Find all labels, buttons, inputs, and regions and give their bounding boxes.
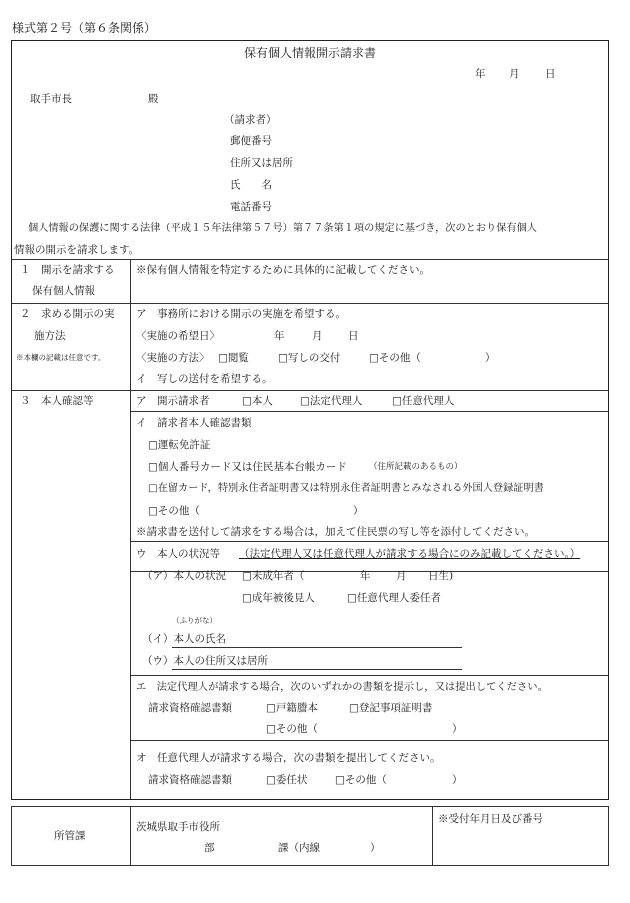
legal-agent-koseki-checkbox[interactable]: □戸籍謄本: [266, 702, 318, 714]
id-driver-license[interactable]: □運転免許証: [148, 439, 211, 451]
id-mynumber-card[interactable]: □個人番号カード又は住民基本台帳カード: [148, 461, 347, 473]
form-number: 様式第２号（第６条関係）: [12, 21, 157, 35]
desired-year: 年: [274, 330, 285, 342]
method-checkbox-other[interactable]: □その他（: [369, 352, 421, 364]
section2-option-a: ア 事務所における開示の実施を希望する。: [136, 308, 346, 320]
voluntary-agent-title: オ 任意代理人が請求する場合，次の書類を提出してください。: [136, 752, 441, 764]
id-mynumber-note: （住所記載のあるもの）: [369, 462, 463, 472]
legal-agent-title: エ 法定代理人が請求する場合，次のいずれかの書類を提示し，又は提出してください。: [136, 681, 548, 693]
address-label: 住所又は居所: [230, 157, 293, 169]
principal-minor-checkbox[interactable]: □未成年者（: [242, 570, 305, 582]
legal-agent-registry-checkbox[interactable]: □登記事項証明書: [349, 702, 433, 714]
section1-note: ※保有個人情報を特定するために具体的に記載してください。: [136, 264, 430, 276]
method-checkbox-view[interactable]: □閲覧: [218, 352, 249, 364]
voluntary-agent-doc-label: 請求資格確認書類: [148, 774, 232, 786]
legal-agent-doc-label: 請求資格確認書類: [148, 702, 232, 714]
intro-line-1: 個人情報の保護に関する法律（平成１５年法律第５７号）第７７条第１項の規定に基づき，次のとおり保有個人: [28, 223, 537, 234]
name-label: 氏 名: [230, 179, 272, 191]
phone-label: 電話番号: [230, 201, 272, 213]
date-year-label: 年: [475, 68, 486, 80]
section1-label-line2: 保有個人情報: [32, 285, 95, 297]
id-other-close: ）: [353, 505, 364, 517]
birth-month: 月: [396, 570, 407, 582]
section1-label-line1: １ 開示を請求する: [20, 264, 115, 276]
principal-address-line[interactable]: [172, 669, 462, 670]
postal-code-label: 郵便番号: [230, 135, 272, 147]
date-month-label: 月: [509, 68, 520, 80]
method-checkbox-copy[interactable]: □写しの交付: [278, 352, 341, 364]
department-label: 所管課: [54, 830, 86, 842]
voluntary-agent-other-close: ）: [452, 774, 463, 786]
id-other[interactable]: □その他（: [148, 505, 200, 517]
section-extension-close: ）: [370, 842, 381, 854]
principal-name-line[interactable]: [172, 647, 462, 648]
section3-label: ３ 本人確認等: [20, 395, 94, 407]
method-other-close: ）: [485, 352, 496, 364]
office-name: 茨城県取手市役所: [136, 821, 220, 833]
birth-year: 年: [360, 570, 371, 582]
form-title: 保有個人情報開示請求書: [243, 46, 376, 60]
birth-day: 日生): [428, 570, 454, 582]
method-label: 〈実施の方法〉: [136, 352, 210, 364]
section2-label-line2: 施方法: [34, 330, 66, 342]
desired-day: 日: [348, 330, 359, 342]
requester-type-legal-agent[interactable]: □法定代理人: [300, 395, 363, 407]
section2-label-line1: ２ 求める開示の実: [20, 308, 115, 320]
requester-type-voluntary-agent[interactable]: □任意代理人: [392, 395, 455, 407]
desired-date-label: 〈実施の希望日〉: [136, 330, 220, 342]
principal-delegator-checkbox[interactable]: □任意代理人委任者: [347, 592, 441, 604]
office-use-box: [11, 806, 609, 866]
requester-type-self[interactable]: □本人: [242, 395, 273, 407]
voluntary-agent-power-checkbox[interactable]: □委任状: [266, 774, 308, 786]
addressee-name: 取手市長: [30, 93, 72, 105]
legal-agent-other-checkbox[interactable]: □その他（: [266, 723, 318, 735]
principal-name-label: （イ）本人の氏名: [142, 633, 226, 645]
request-form: [11, 40, 609, 800]
requester-type-label: ア 開示請求者: [136, 395, 210, 407]
desired-month: 月: [312, 330, 323, 342]
legal-agent-other-close: ）: [452, 723, 463, 735]
principal-status-title: ウ 本人の状況等: [136, 548, 220, 560]
requester-heading: （請求者）: [224, 114, 277, 126]
id-documents-title: イ 請求者本人確認書類: [136, 417, 252, 429]
id-residence-card[interactable]: □在留カード，特別永住者証明書又は特別永住者証明書とみなされる外国人登録証明書: [148, 483, 544, 494]
furigana-label: （ふりがな）: [172, 616, 217, 625]
department-unit: 部: [204, 842, 215, 854]
voluntary-agent-other-checkbox[interactable]: □その他（: [335, 774, 387, 786]
principal-adult-ward-checkbox[interactable]: □成年被後見人: [242, 592, 315, 604]
principal-status-title-note: （法定代理人又は任意代理人が請求する場合にのみ記載してください。）: [239, 548, 581, 560]
receipt-label: ※受付年月日及び番号: [438, 813, 543, 825]
section2-option-b: イ 写しの送付を希望する。: [136, 373, 273, 385]
date-day-label: 日: [545, 68, 556, 80]
principal-status-label: （ア）本人の状況: [142, 570, 226, 582]
intro-line-2: 情報の開示を請求します。: [14, 244, 140, 256]
section-extension: 課（内線: [278, 842, 320, 854]
addressee-honorific: 殿: [148, 93, 159, 105]
section2-label-note: ※本欄の記載は任意です。: [16, 353, 106, 362]
principal-address-label: （ウ）本人の住所又は居所: [142, 655, 268, 667]
id-mail-note: ※請求書を送付して請求をする場合は，加えて住民票の写し等を添付してください。: [136, 526, 535, 538]
